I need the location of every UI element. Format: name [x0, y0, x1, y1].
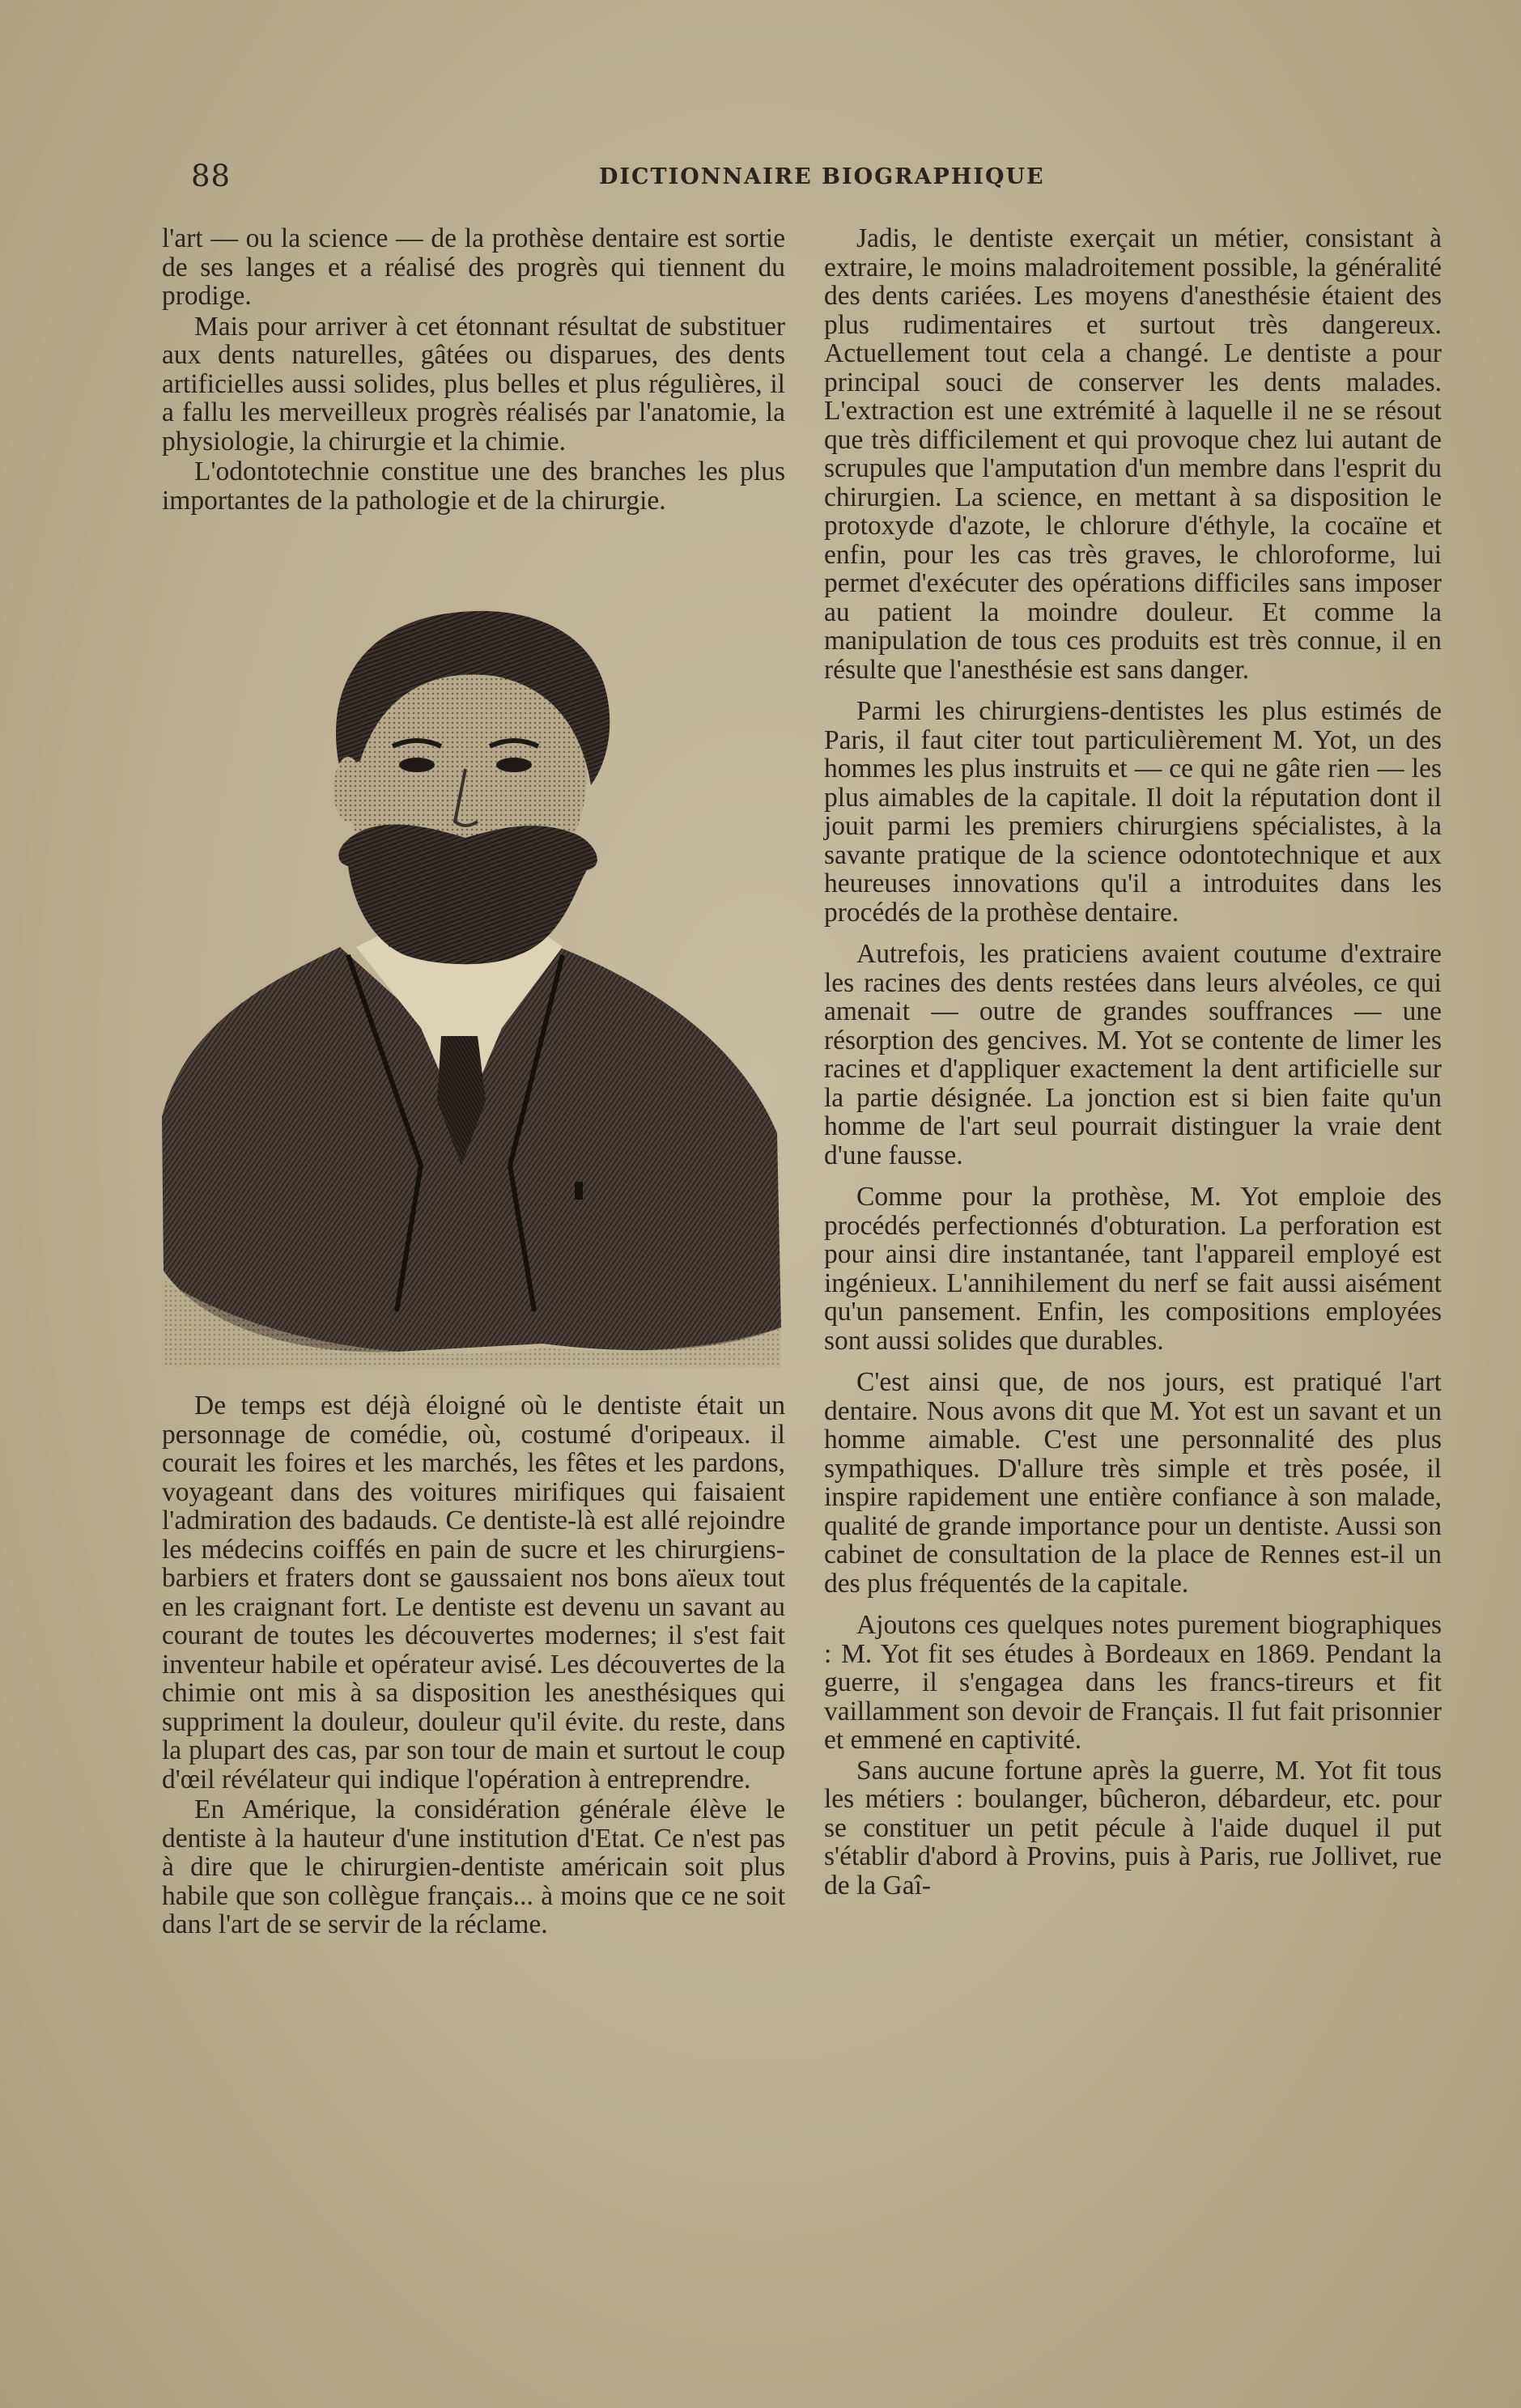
paragraph: L'odontotechnie constitue une des branches les plus importantes de la pathologie et de la chirurgie.	[162, 457, 785, 516]
paragraph: Jadis, le dentiste exerçait un métier, consistant à extraire, le moins maladroitement possible, la généralité des dents cariées. Les moyens d'anesthésie étaient des plus rudimentaires et surtout très dangereux. Actuellement tout cela a changé. Le dentiste a pour principal souci de conserver les dents malades. L'extraction est une extrémité à laquelle il ne se résout que très difficilement et qui provoque chez lui autant de scrupules que l'amputation d'un membre dans l'esprit du chirurgien. La science, en mettant à sa disposition le protoxyde d'azote, le chlorure d'éthyle, la cocaïne et enfin, pour les cas très graves, le chloroforme, lui permet d'exécuter des opérations difficiles sans imposer au patient la moindre douleur. Et comme la manipulation de tous ces produits est très connue, il en résulte que l'anesthésie est sans danger.	[824, 223, 1442, 685]
paragraph: Comme pour la prothèse, M. Yot emploie des procédés perfectionnés d'obturation. La perforation est pour ainsi dire instantanée, tant l'appareil employé est ingénieux. L'annihilement du nerf se fait aussi aisément qu'un pansement. Enfin, les compositions employées sont aussi solides que durables.	[824, 1182, 1442, 1356]
running-header	[0, 159, 1521, 199]
paragraph: Sans aucune fortune après la guerre, M. Yot fit tous les métiers : boulanger, bûcheron, débardeur, etc. pour se constituer un petit pécule à l'aide duquel il put s'établir d'abord à Provins, puis à Paris, rue Jollivet, rue de la Gaî-	[824, 1755, 1442, 1900]
paragraph: C'est ainsi que, de nos jours, est pratiqué l'art dentaire. Nous avons dit que M. Yot est un savant et un homme aimable. C'est une personnalité des plus sympathiques. D'allure très simple et très posée, il inspire rapidement une entière confiance à son malade, qualité de grande importance pour un dentiste. Aussi son cabinet de consultation de la place de Rennes est-il un des plus fréquentés de la capitale.	[824, 1367, 1442, 1599]
left-column-top	[162, 224, 785, 516]
paragraph: l'art — ou la science — de la prothèse dentaire est sortie de ses langes et a réalisé des progrès qui tiennent du prodige.	[162, 223, 785, 311]
portrait-illustration	[154, 599, 785, 1368]
portrait-engraving	[154, 599, 785, 1368]
paragraph: En Amérique, la considération générale élève le dentiste à la hauteur d'une institution d'Etat. Ce n'est pas à dire que le chirurgien-dentiste américain soit plus habile que son collègue français... à moins que ce ne soit dans l'art de se servir de la réclame.	[162, 1794, 785, 1939]
paragraph: Parmi les chirurgiens-dentistes les plus estimés de Paris, il faut citer tout particulièrement M. Yot, un des hommes les plus instruits et — ce qui ne gâte rien — les plus aimables de la capitale. Il doit la réputation dont il jouit parmi les premiers chirurgiens spécialistes, à la savante pratique de la science odontotechnique et aux heureuses innovations qu'il a introduites dans les procédés de la prothèse dentaire.	[824, 696, 1442, 928]
right-column	[824, 224, 1442, 1901]
paragraph: Ajoutons ces quelques notes purement biographiques : M. Yot fit ses études à Bordeaux en 1869. Pendant la guerre, il s'engagea dans les francs-tireurs et fit vaillamment son devoir de Français. Il fut fait prisonnier et emmené en captivité.	[824, 1610, 1442, 1755]
paragraph: Mais pour arriver à cet étonnant résultat de substituer aux dents naturelles, gâtées ou disparues, des dents artificielles aussi solides, plus belles et plus régulières, il a fallu les merveilleux progrès réalisés par l'anatomie, la physiologie, la chirurgie et la chimie.	[162, 311, 785, 457]
page-number: 88	[191, 159, 232, 193]
paragraph: Autrefois, les praticiens avaient coutume d'extraire les racines des dents restées dans leurs alvéoles, ce qui amenait — outre de grandes souffrances — une résorption des gencives. M. Yot se contente de limer les racines et d'appliquer exactement la dent artificielle sur la partie désignée. La jonction est si bien faite qu'un homme de l'art seul pourrait distinguer la vraie dent d'une fausse.	[824, 939, 1442, 1170]
paragraph: De temps est déjà éloigné où le dentiste était un personnage de comédie, où, costumé d'oripeaux. il courait les foires et les marchés, les fêtes et les pardons, voyageant dans des voitures mirifiques qui faisaient l'admiration des badauds. Ce dentiste-là est allé rejoindre les médecins coiffés en pain de sucre et les chirurgiens-barbiers et fraters dont se gaussaient nos bons aïeux tout en les craignant fort. Le dentiste est devenu un savant au courant de toutes les découvertes modernes; il s'est fait inventeur habile et opérateur avisé. Les découvertes de la chimie ont mis à sa disposition les anesthésiques qui suppriment la douleur, douleur qu'il évite. du reste, dans la plupart des cas, par son tour de main et surtout le coup d'œil révélateur qui indique l'opération à entreprendre.	[162, 1391, 785, 1794]
running-title: DICTIONNAIRE BIOGRAPHIQUE	[599, 164, 1045, 189]
left-column-bottom	[162, 1391, 785, 1941]
